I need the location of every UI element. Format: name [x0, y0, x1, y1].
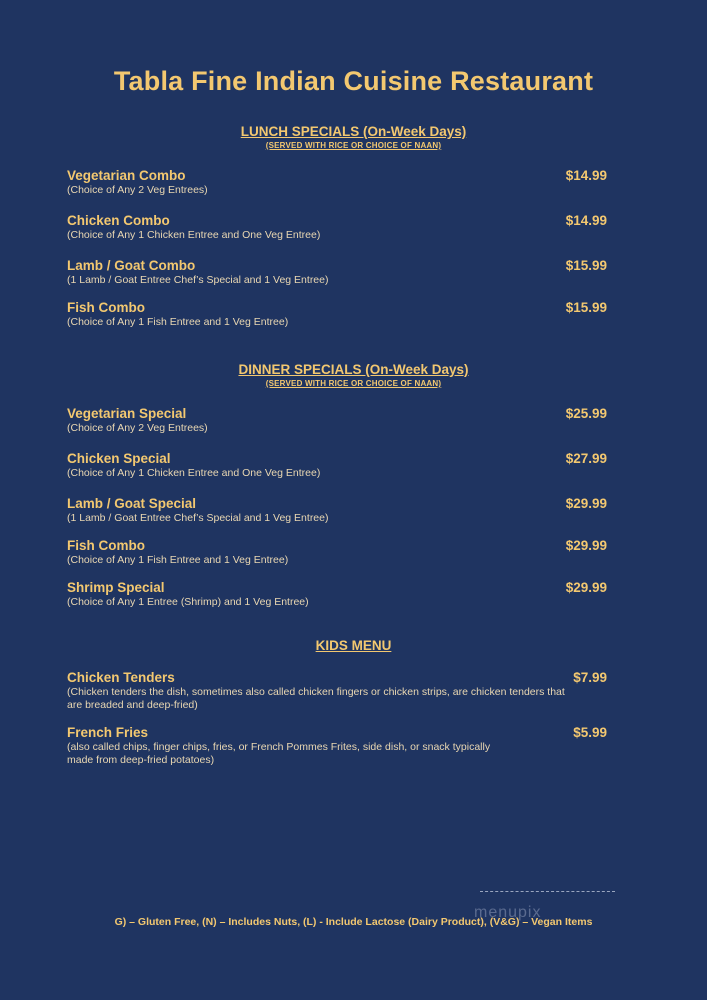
- kids-section-header: [0, 638, 707, 654]
- item-description: (Choice of Any 2 Veg Entrees): [67, 422, 208, 434]
- watermark-logo: menupix: [474, 904, 542, 921]
- dietary-legend: G) – Gluten Free, (N) – Includes Nuts, (L) - Include Lactose (Dairy Product), (V&G) – Vegan Items: [114, 916, 593, 928]
- item-description: (Choice of Any 1 Fish Entree and 1 Veg Entree): [67, 316, 289, 328]
- item-price: $29.99: [565, 580, 607, 595]
- item-price: $7.99: [573, 670, 607, 685]
- menu-item: [67, 258, 607, 287]
- item-description: (Choice of Any 2 Veg Entrees): [67, 184, 208, 196]
- item-name: Fish Combo: [67, 300, 145, 315]
- dinner-section-header: [0, 362, 707, 389]
- item-description: (Choice of Any 1 Entree (Shrimp) and 1 Veg Entree): [67, 596, 309, 608]
- item-price: $29.99: [565, 496, 607, 511]
- item-price: $25.99: [565, 406, 607, 421]
- item-name: Chicken Combo: [67, 213, 170, 228]
- menu-item: [67, 451, 607, 480]
- item-name: Vegetarian Combo: [67, 168, 186, 183]
- menu-item: [67, 670, 607, 712]
- item-name: French Fries: [67, 725, 149, 740]
- menu-item: [67, 168, 607, 197]
- item-name: Chicken Tenders: [67, 670, 175, 685]
- item-name: Lamb / Goat Combo: [67, 258, 196, 273]
- item-description: (1 Lamb / Goat Entree Chef’s Special and 1 Veg Entree): [67, 274, 329, 286]
- menu-item: [67, 300, 607, 329]
- item-price: $14.99: [565, 213, 607, 228]
- item-description: (also called chips, finger chips, fries, or French Pommes Frites, side dish, or snack typically made from deep-fried potatoes): [67, 741, 491, 766]
- item-name: Vegetarian Special: [67, 406, 187, 421]
- menu-item: [67, 496, 607, 525]
- item-description: (Choice of Any 1 Chicken Entree and One Veg Entree): [67, 229, 321, 241]
- page-title: Tabla Fine Indian Cuisine Restaurant: [113, 66, 594, 96]
- dinner-subheading: (SERVED WITH RICE OR CHOICE OF NAAN): [265, 379, 442, 388]
- item-description: (Choice of Any 1 Chicken Entree and One Veg Entree): [67, 467, 321, 479]
- menu-item: [67, 725, 607, 767]
- menu-item: [67, 580, 607, 609]
- item-name: Chicken Special: [67, 451, 171, 466]
- menu-item: [67, 406, 607, 435]
- item-description: (Chicken tenders the dish, sometimes also called chicken fingers or chicken strips, are chicken tenders that are breaded and deep-fried): [67, 686, 565, 711]
- item-name: Fish Combo: [67, 538, 145, 553]
- item-price: $15.99: [565, 258, 607, 273]
- item-price: $5.99: [573, 725, 607, 740]
- item-name: Shrimp Special: [67, 580, 165, 595]
- lunch-subheading: (SERVED WITH RICE OR CHOICE OF NAAN): [265, 141, 442, 150]
- lunch-section-header: [0, 124, 707, 151]
- menu-item: [67, 538, 607, 567]
- dinner-heading: DINNER SPECIALS (On-Week Days): [238, 362, 469, 377]
- menu-item: [67, 213, 607, 242]
- item-price: $14.99: [565, 168, 607, 183]
- item-price: $29.99: [565, 538, 607, 553]
- lunch-heading: LUNCH SPECIALS (On-Week Days): [240, 124, 467, 139]
- item-price: $15.99: [565, 300, 607, 315]
- item-name: Lamb / Goat Special: [67, 496, 197, 511]
- item-price: $27.99: [565, 451, 607, 466]
- item-description: (1 Lamb / Goat Entree Chef’s Special and 1 Veg Entree): [67, 512, 329, 524]
- watermark-divider: [480, 891, 615, 892]
- item-description: (Choice of Any 1 Fish Entree and 1 Veg Entree): [67, 554, 289, 566]
- kids-heading: KIDS MENU: [315, 638, 392, 653]
